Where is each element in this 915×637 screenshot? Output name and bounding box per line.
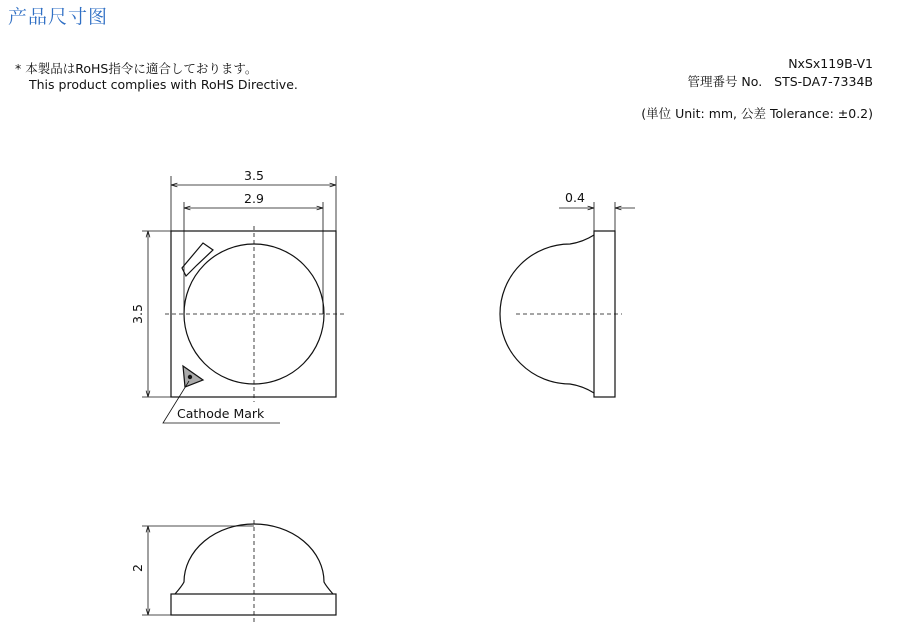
cathode-mark-icon bbox=[183, 366, 203, 387]
lens-notch bbox=[182, 243, 213, 276]
document-number-label: 管理番号 No. bbox=[687, 74, 763, 89]
units-tolerance-note: (単位 Unit: mm, 公差 Tolerance: ±0.2) bbox=[641, 106, 873, 121]
page-title: 产品尺寸图 bbox=[8, 6, 109, 28]
dim-width-inner-label: 2.9 bbox=[244, 191, 264, 206]
part-number: NxSx119B-V1 bbox=[788, 56, 873, 71]
side-view bbox=[500, 202, 635, 397]
rohs-note-japanese: * 本製品はRoHS指令に適合しております。 bbox=[15, 61, 258, 76]
dim-thickness-label: 0.4 bbox=[565, 190, 585, 205]
front-view bbox=[142, 520, 336, 622]
rohs-note-english: This product complies with RoHS Directive. bbox=[29, 77, 298, 92]
document-number: STS-DA7-7334B bbox=[774, 74, 873, 89]
cathode-dot bbox=[188, 375, 192, 379]
front-substrate bbox=[171, 594, 336, 615]
dim-width-outer-label: 3.5 bbox=[244, 168, 264, 183]
top-view bbox=[142, 176, 344, 423]
dim-front-height-label: 2 bbox=[130, 564, 145, 572]
dim-height-label: 3.5 bbox=[130, 304, 145, 324]
side-substrate bbox=[594, 231, 615, 397]
cathode-mark-label: Cathode Mark bbox=[177, 406, 265, 421]
